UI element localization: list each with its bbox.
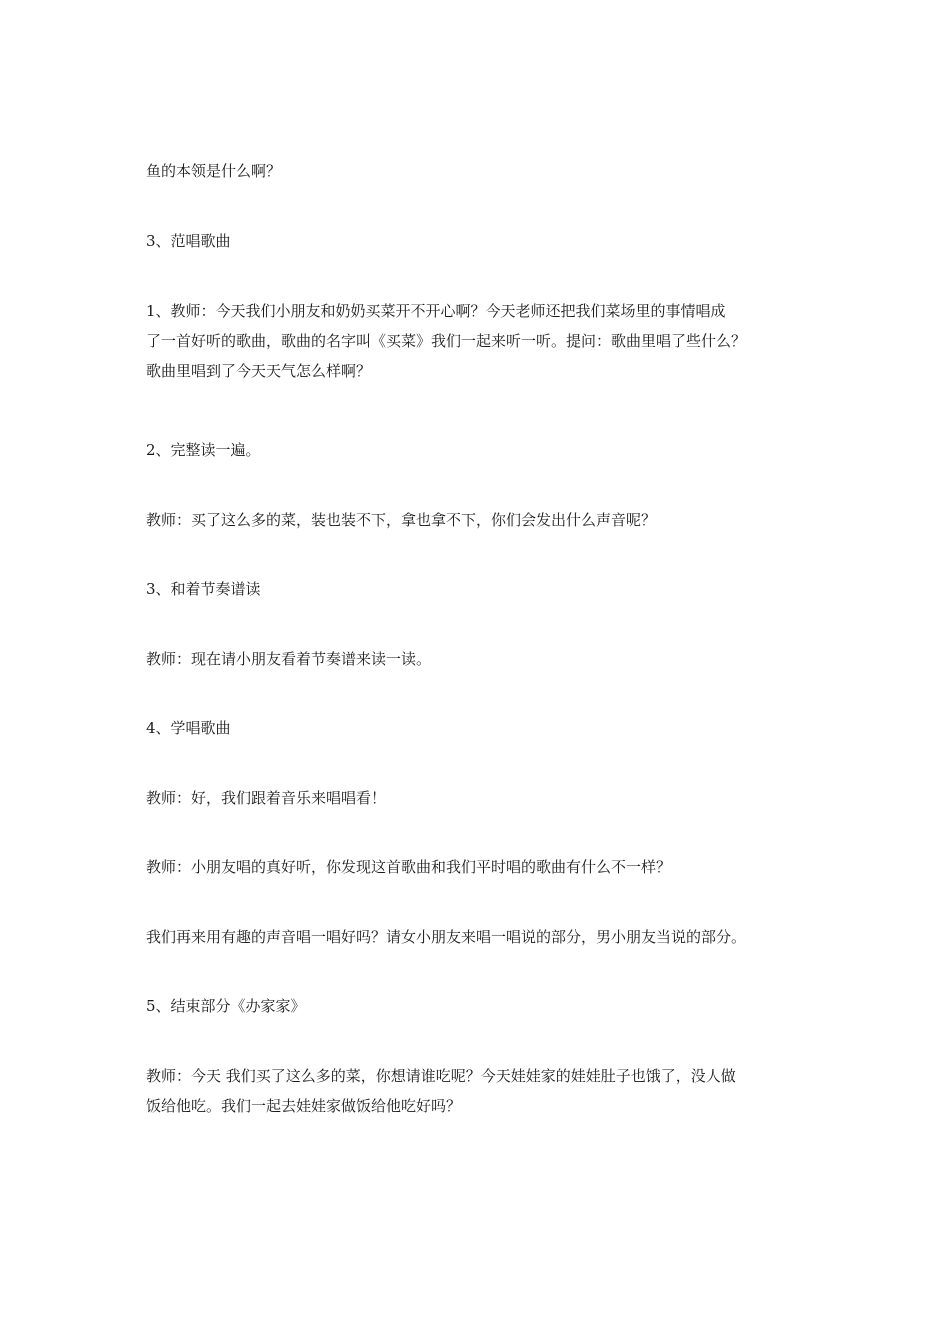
text-line: 歌曲里唱到了今天天气怎么样啊？ <box>146 362 372 380</box>
text-line: 1、教师：今天我们小朋友和奶奶买菜开不开心啊？今天老师还把我们菜场里的事情唱成 <box>146 302 726 320</box>
heading-sing-demo: 3、范唱歌曲 <box>146 232 231 250</box>
heading-learn-song: 4、学唱歌曲 <box>146 719 231 737</box>
paragraph-teacher-intro <box>146 296 814 386</box>
heading-ending: 5、结束部分《办家家》 <box>146 997 306 1015</box>
paragraph-teacher-rhythm: 教师：现在请小朋友看着节奏谱来读一读。 <box>146 650 432 668</box>
paragraph-teacher-sound: 教师：买了这么多的菜，装也装不下，拿也拿不下，你们会发出什么声音呢？ <box>146 511 657 529</box>
paragraph-teacher-ending <box>146 1061 814 1121</box>
paragraph-fish-question: 鱼的本领是什么啊？ <box>146 162 282 180</box>
text-line: 了一首好听的歌曲，歌曲的名字叫《买菜》我们一起来听一听。提问：歌曲里唱了些什么？ <box>146 332 747 350</box>
text-line: 饭给他吃。我们一起去娃娃家做饭给他吃好吗？ <box>146 1097 462 1115</box>
heading-read-full: 2、完整读一遍。 <box>146 441 261 459</box>
paragraph-teacher-praise: 教师：小朋友唱的真好听，你发现这首歌曲和我们平时唱的歌曲有什么不一样？ <box>146 858 672 876</box>
text-line: 教师：今天 我们买了这么多的菜，你想请谁吃呢？今天娃娃家的娃娃肚子也饿了，没人做 <box>146 1067 736 1085</box>
paragraph-teacher-sing-along: 教师：好，我们跟着音乐来唱唱看！ <box>146 789 387 807</box>
heading-rhythm-read: 3、和着节奏谱读 <box>146 580 261 598</box>
paragraph-fun-voice: 我们再来用有趣的声音唱一唱好吗？请女小朋友来唱一唱说的部分，男小朋友当说的部分。 <box>146 928 747 946</box>
